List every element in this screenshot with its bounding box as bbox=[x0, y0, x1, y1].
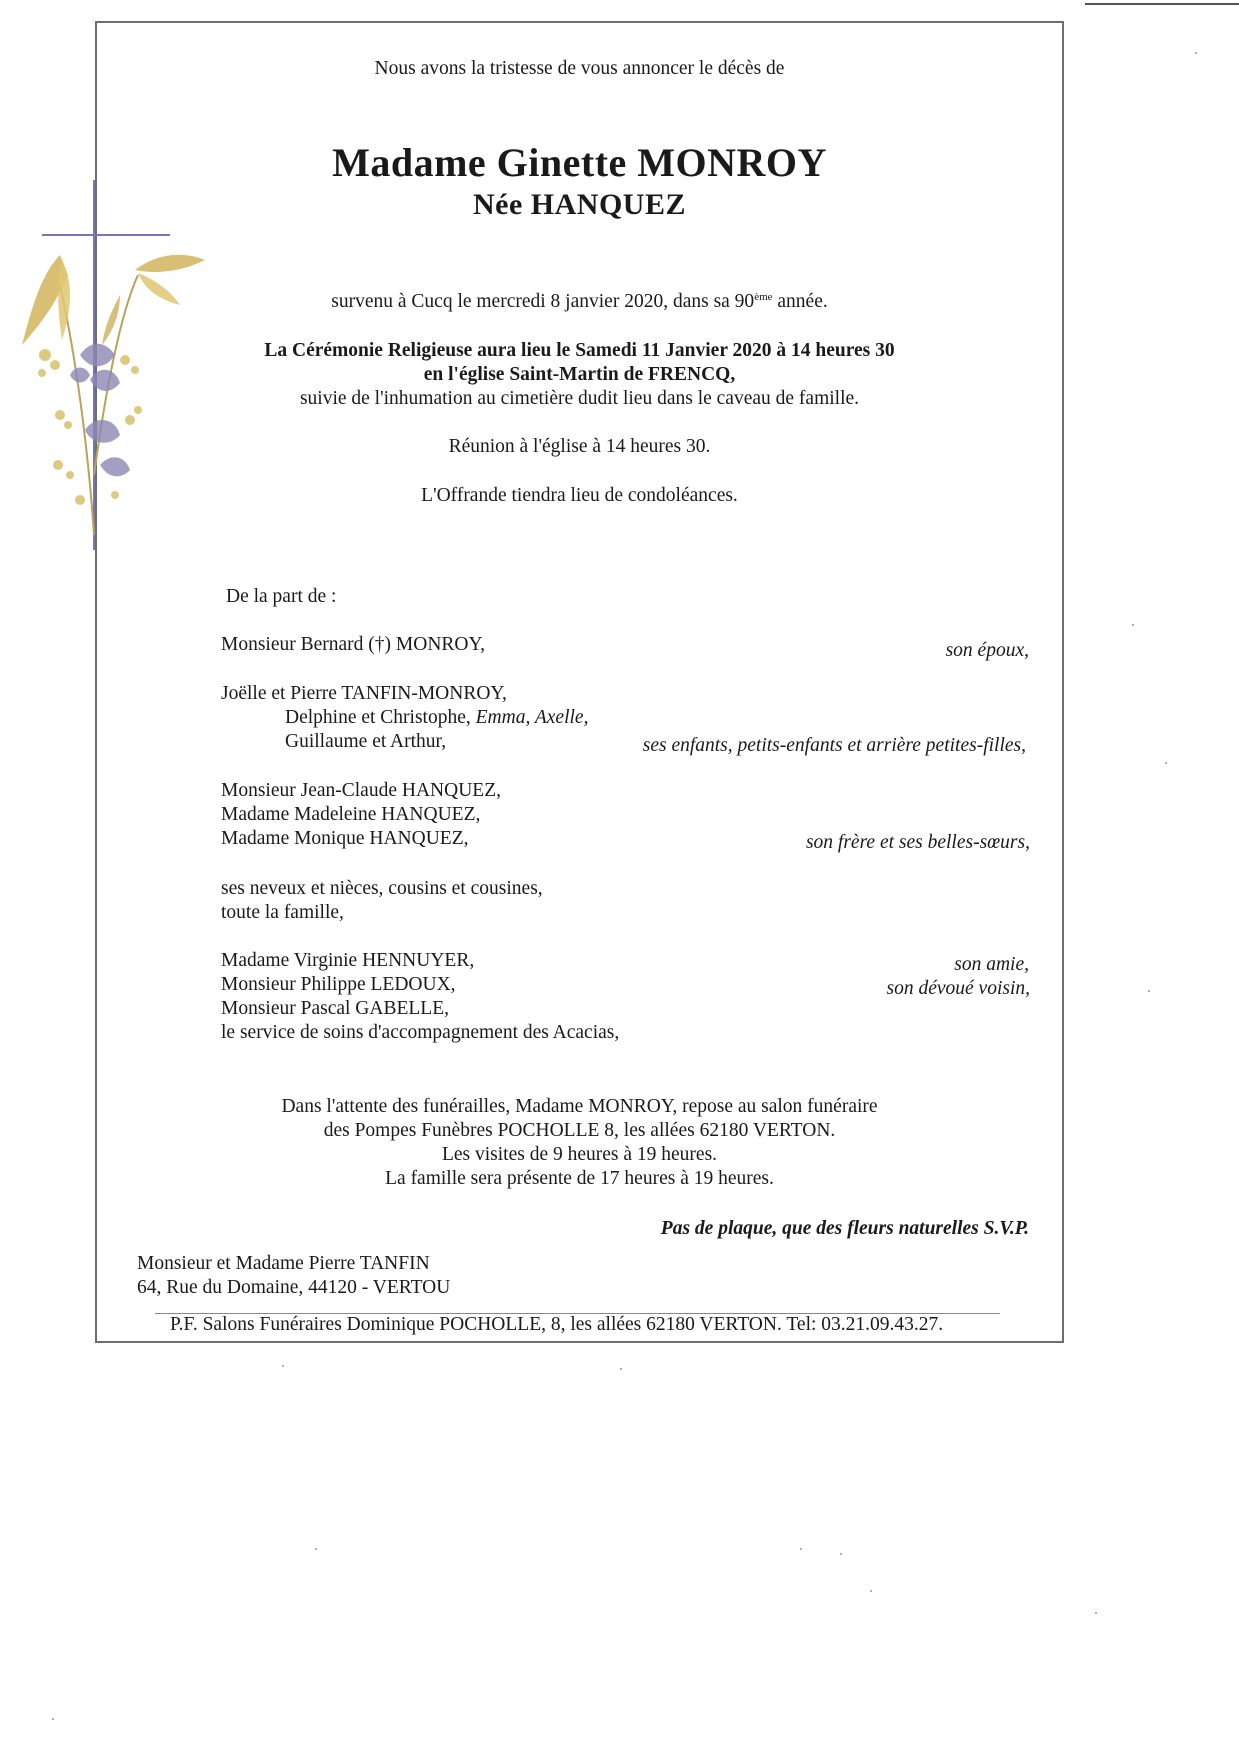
scan-speck bbox=[52, 1718, 54, 1720]
scan-edge-mark bbox=[1085, 3, 1239, 5]
scan-speck bbox=[1165, 762, 1167, 764]
ceremony-line-1 bbox=[95, 340, 1064, 362]
scan-speck bbox=[282, 1365, 284, 1367]
family-member: toute la famille, bbox=[221, 902, 344, 923]
family-member-names: Delphine et Christophe, bbox=[285, 707, 476, 728]
funeral-text-1: Dans l'attente des funérailles, Madame MONROY, repose au salon funéraire bbox=[281, 1096, 878, 1117]
family-member: Monsieur Bernard (†) MONROY, bbox=[221, 634, 485, 655]
family-relation: son frère et ses belles-sœurs, bbox=[805, 832, 1030, 853]
ceremony-text-2: en l'église Saint-Martin de FRENCQ, bbox=[423, 364, 736, 385]
offrande-line bbox=[95, 485, 1064, 507]
address-line-1: Monsieur et Madame Pierre TANFIN bbox=[137, 1253, 430, 1274]
scan-speck bbox=[870, 1590, 872, 1592]
death-line bbox=[95, 291, 1064, 313]
address-line-2: 64, Rue du Domaine, 44120 - VERTOU bbox=[137, 1277, 451, 1298]
scan-speck bbox=[1132, 624, 1134, 626]
family-member: Monsieur Philippe LEDOUX, bbox=[221, 974, 456, 995]
family-member: Monsieur Pascal GABELLE, bbox=[221, 998, 450, 1019]
footer-text: P.F. Salons Funéraires Dominique POCHOLLE, 8, les allées 62180 VERTON. Tel: 03.21.09.43.27. bbox=[170, 1314, 944, 1335]
funeral-line-4 bbox=[95, 1168, 1064, 1190]
family-relation: ses enfants, petits-enfants et arrière petites-filles, bbox=[642, 735, 1026, 756]
ceremony-line-2 bbox=[95, 364, 1064, 386]
scan-speck bbox=[1148, 990, 1150, 992]
maiden-name-text: Née HANQUEZ bbox=[473, 188, 686, 221]
family-relation: son dévoué voisin, bbox=[886, 978, 1030, 999]
family-member: Monsieur Jean-Claude HANQUEZ, bbox=[221, 780, 501, 801]
scan-speck bbox=[315, 1548, 317, 1550]
deceased-name bbox=[95, 139, 1064, 186]
family-member: Madame Monique HANQUEZ, bbox=[221, 828, 469, 849]
family-member-names-italic: Emma, Axelle, bbox=[475, 707, 589, 728]
deceased-name-text: Madame Ginette MONROY bbox=[332, 140, 827, 185]
death-superscript: ème bbox=[754, 291, 773, 303]
scan-speck bbox=[840, 1553, 842, 1555]
funeral-text-3: Les visites de 9 heures à 19 heures. bbox=[441, 1144, 718, 1165]
leaf bbox=[135, 255, 205, 272]
family-member: Guillaume et Arthur, bbox=[285, 731, 447, 752]
family-member bbox=[285, 707, 588, 729]
scan-speck bbox=[800, 1548, 802, 1550]
family-relation: son époux, bbox=[945, 640, 1029, 661]
intro-text: Nous avons la tristesse de vous annoncer le décès de bbox=[374, 58, 785, 79]
scan-speck bbox=[1195, 52, 1197, 54]
ceremony-line-3 bbox=[95, 388, 1064, 410]
ceremony-text-1: La Cérémonie Religieuse aura lieu le Samedi 11 Janvier 2020 à 14 heures 30 bbox=[264, 340, 895, 361]
reunion-text: Réunion à l'église à 14 heures 30. bbox=[448, 436, 711, 457]
funeral-text-2: des Pompes Funèbres POCHOLLE 8, les allées 62180 VERTON. bbox=[323, 1120, 836, 1141]
family-member: Madame Madeleine HANQUEZ, bbox=[221, 804, 481, 825]
family-member: le service de soins d'accompagnement des Acacias, bbox=[221, 1022, 620, 1043]
scan-speck bbox=[1095, 1612, 1097, 1614]
family-member: ses neveux et nièces, cousins et cousines, bbox=[221, 878, 543, 899]
death-text: survenu à Cucq le mercredi 8 janvier 2020, dans sa 90 bbox=[331, 291, 755, 312]
ceremony-text-3: suivie de l'inhumation au cimetière dudit lieu dans le caveau de famille. bbox=[299, 388, 860, 409]
funeral-line-1 bbox=[95, 1096, 1064, 1118]
death-text-end: année. bbox=[772, 291, 828, 312]
flowers-note: Pas de plaque, que des fleurs naturelles S.V.P. bbox=[660, 1218, 1029, 1239]
family-intro: De la part de : bbox=[226, 586, 337, 607]
family-relation: son amie, bbox=[954, 954, 1029, 975]
family-member: Joëlle et Pierre TANFIN-MONROY, bbox=[221, 683, 507, 704]
maiden-name bbox=[95, 188, 1064, 222]
funeral-line-3 bbox=[95, 1144, 1064, 1166]
cross-horizontal-bar bbox=[42, 234, 170, 236]
intro-line bbox=[95, 58, 1064, 80]
family-member: Madame Virginie HENNUYER, bbox=[221, 950, 475, 971]
funeral-text-4: La famille sera présente de 17 heures à 19 heures. bbox=[385, 1168, 774, 1189]
funeral-line-2 bbox=[95, 1120, 1064, 1142]
offrande-text: L'Offrande tiendra lieu de condoléances. bbox=[421, 485, 738, 506]
reunion-line bbox=[95, 436, 1064, 458]
scan-speck bbox=[620, 1368, 622, 1370]
